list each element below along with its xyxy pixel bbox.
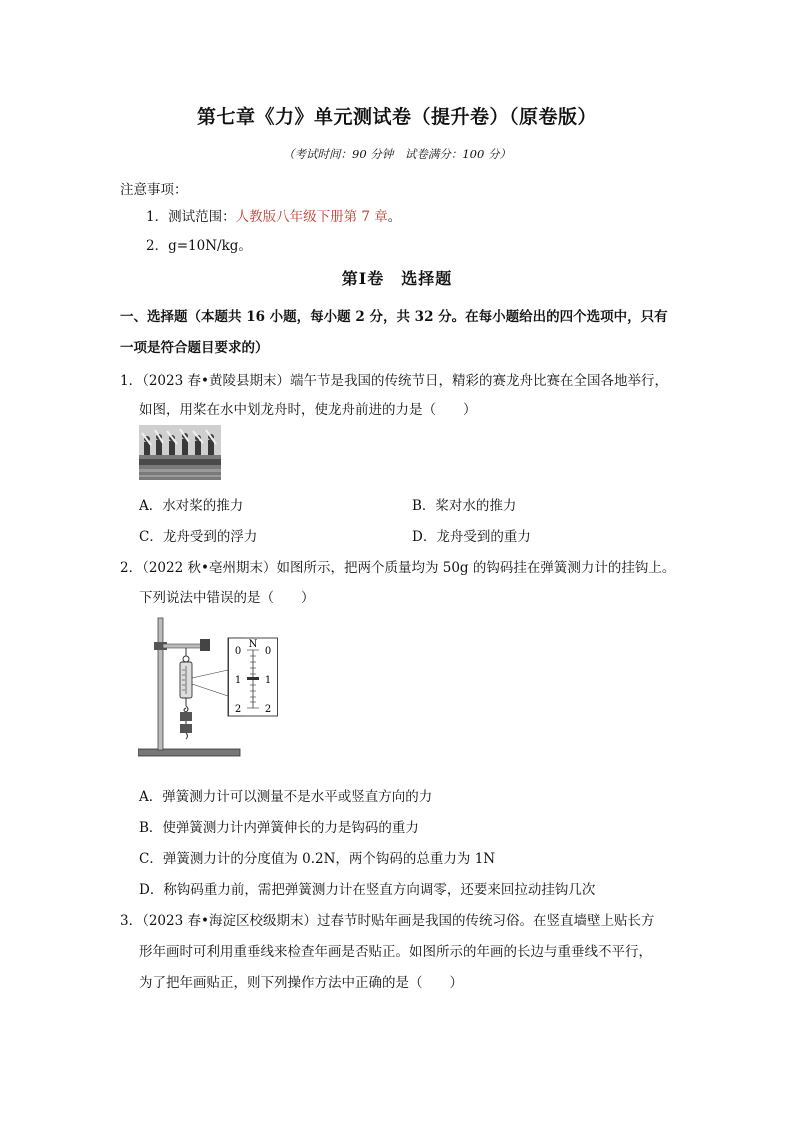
scale-mark-left-1: 1 bbox=[234, 675, 242, 686]
note-item-1-highlight: 人教版八年级下册第 7 章 bbox=[235, 209, 388, 225]
q1-stem-line1: 1．（2023 春•黄陵县期末）端午节是我国的传统节日，精彩的赛龙舟比赛在全国各地举行， bbox=[120, 373, 668, 389]
q1-option-d: D．龙舟受到的重力 bbox=[412, 529, 531, 545]
note-item-2: 2．g=10N/kg。 bbox=[146, 238, 252, 254]
scale-mark-left-0: 0 bbox=[234, 646, 242, 657]
q1-option-c: C．龙舟受到的浮力 bbox=[139, 529, 258, 545]
section-title: 第Ⅰ卷 选择题 bbox=[341, 269, 453, 288]
spring-scale-figure bbox=[138, 614, 272, 770]
q1-stem-line2: 如图，用桨在水中划龙舟时，使龙舟前进的力是（ ） bbox=[139, 402, 477, 418]
exam-info: （考试时间：90 分钟 试卷满分：100 分） bbox=[283, 147, 511, 161]
scale-mark-left-2: 2 bbox=[234, 704, 242, 715]
q3-stem-line1: 3．（2023 春•海淀区校级期末）过春节时贴年画是我国的传统习俗。在竖直墙壁上贴长方 bbox=[120, 913, 655, 929]
notes-heading: 注意事项： bbox=[120, 182, 188, 198]
scale-zoom-box bbox=[228, 636, 278, 718]
note-item-1-suffix: 。 bbox=[387, 209, 402, 225]
scale-unit-label: N bbox=[248, 639, 258, 650]
part1-instructions-line2: 一项是符合题目要求的） bbox=[120, 340, 269, 356]
note-item-1-prefix: 1．测试范围： bbox=[146, 209, 236, 225]
note-item-1 bbox=[146, 205, 401, 225]
dragon-boat-photo bbox=[139, 425, 221, 480]
scale-mark-right-1: 1 bbox=[264, 675, 272, 686]
q2-option-b: B．使弹簧测力计内弹簧伸长的力是钩码的重力 bbox=[139, 820, 419, 836]
q2-stem-line1: 2．（2022 秋•亳州期末）如图所示，把两个质量均为 50g 的钩码挂在弹簧测力计的挂钩上。 bbox=[120, 560, 676, 576]
scale-mark-right-0: 0 bbox=[264, 646, 272, 657]
page-title: 第七章《力》单元测试卷（提升卷）（原卷版） bbox=[196, 106, 597, 128]
q2-option-c: C．弹簧测力计的分度值为 0.2N，两个钩码的总重力为 1N bbox=[139, 851, 496, 867]
q1-option-a: A．水对桨的推力 bbox=[139, 498, 244, 514]
q3-stem-line2: 形年画时可利用重垂线来检查年画是否贴正。如图所示的年画的长边与重垂线不平行， bbox=[139, 944, 652, 960]
q2-stem-line2: 下列说法中错误的是（ ） bbox=[139, 590, 315, 606]
q3-stem-line3: 为了把年画贴正，则下列操作方法中正确的是（ ） bbox=[139, 975, 463, 991]
scale-mark-right-2: 2 bbox=[264, 704, 272, 715]
q2-option-a: A．弹簧测力计可以测量不是水平或竖直方向的力 bbox=[139, 789, 433, 805]
q2-option-d: D．称钩码重力前，需把弹簧测力计在竖直方向调零，还要来回拉动挂钩几次 bbox=[139, 882, 596, 898]
q1-option-b: B．桨对水的推力 bbox=[412, 498, 517, 514]
part1-instructions-line1: 一、选择题（本题共 16 小题，每小题 2 分，共 32 分。在每小题给出的四个选项中，只有 bbox=[120, 309, 668, 325]
